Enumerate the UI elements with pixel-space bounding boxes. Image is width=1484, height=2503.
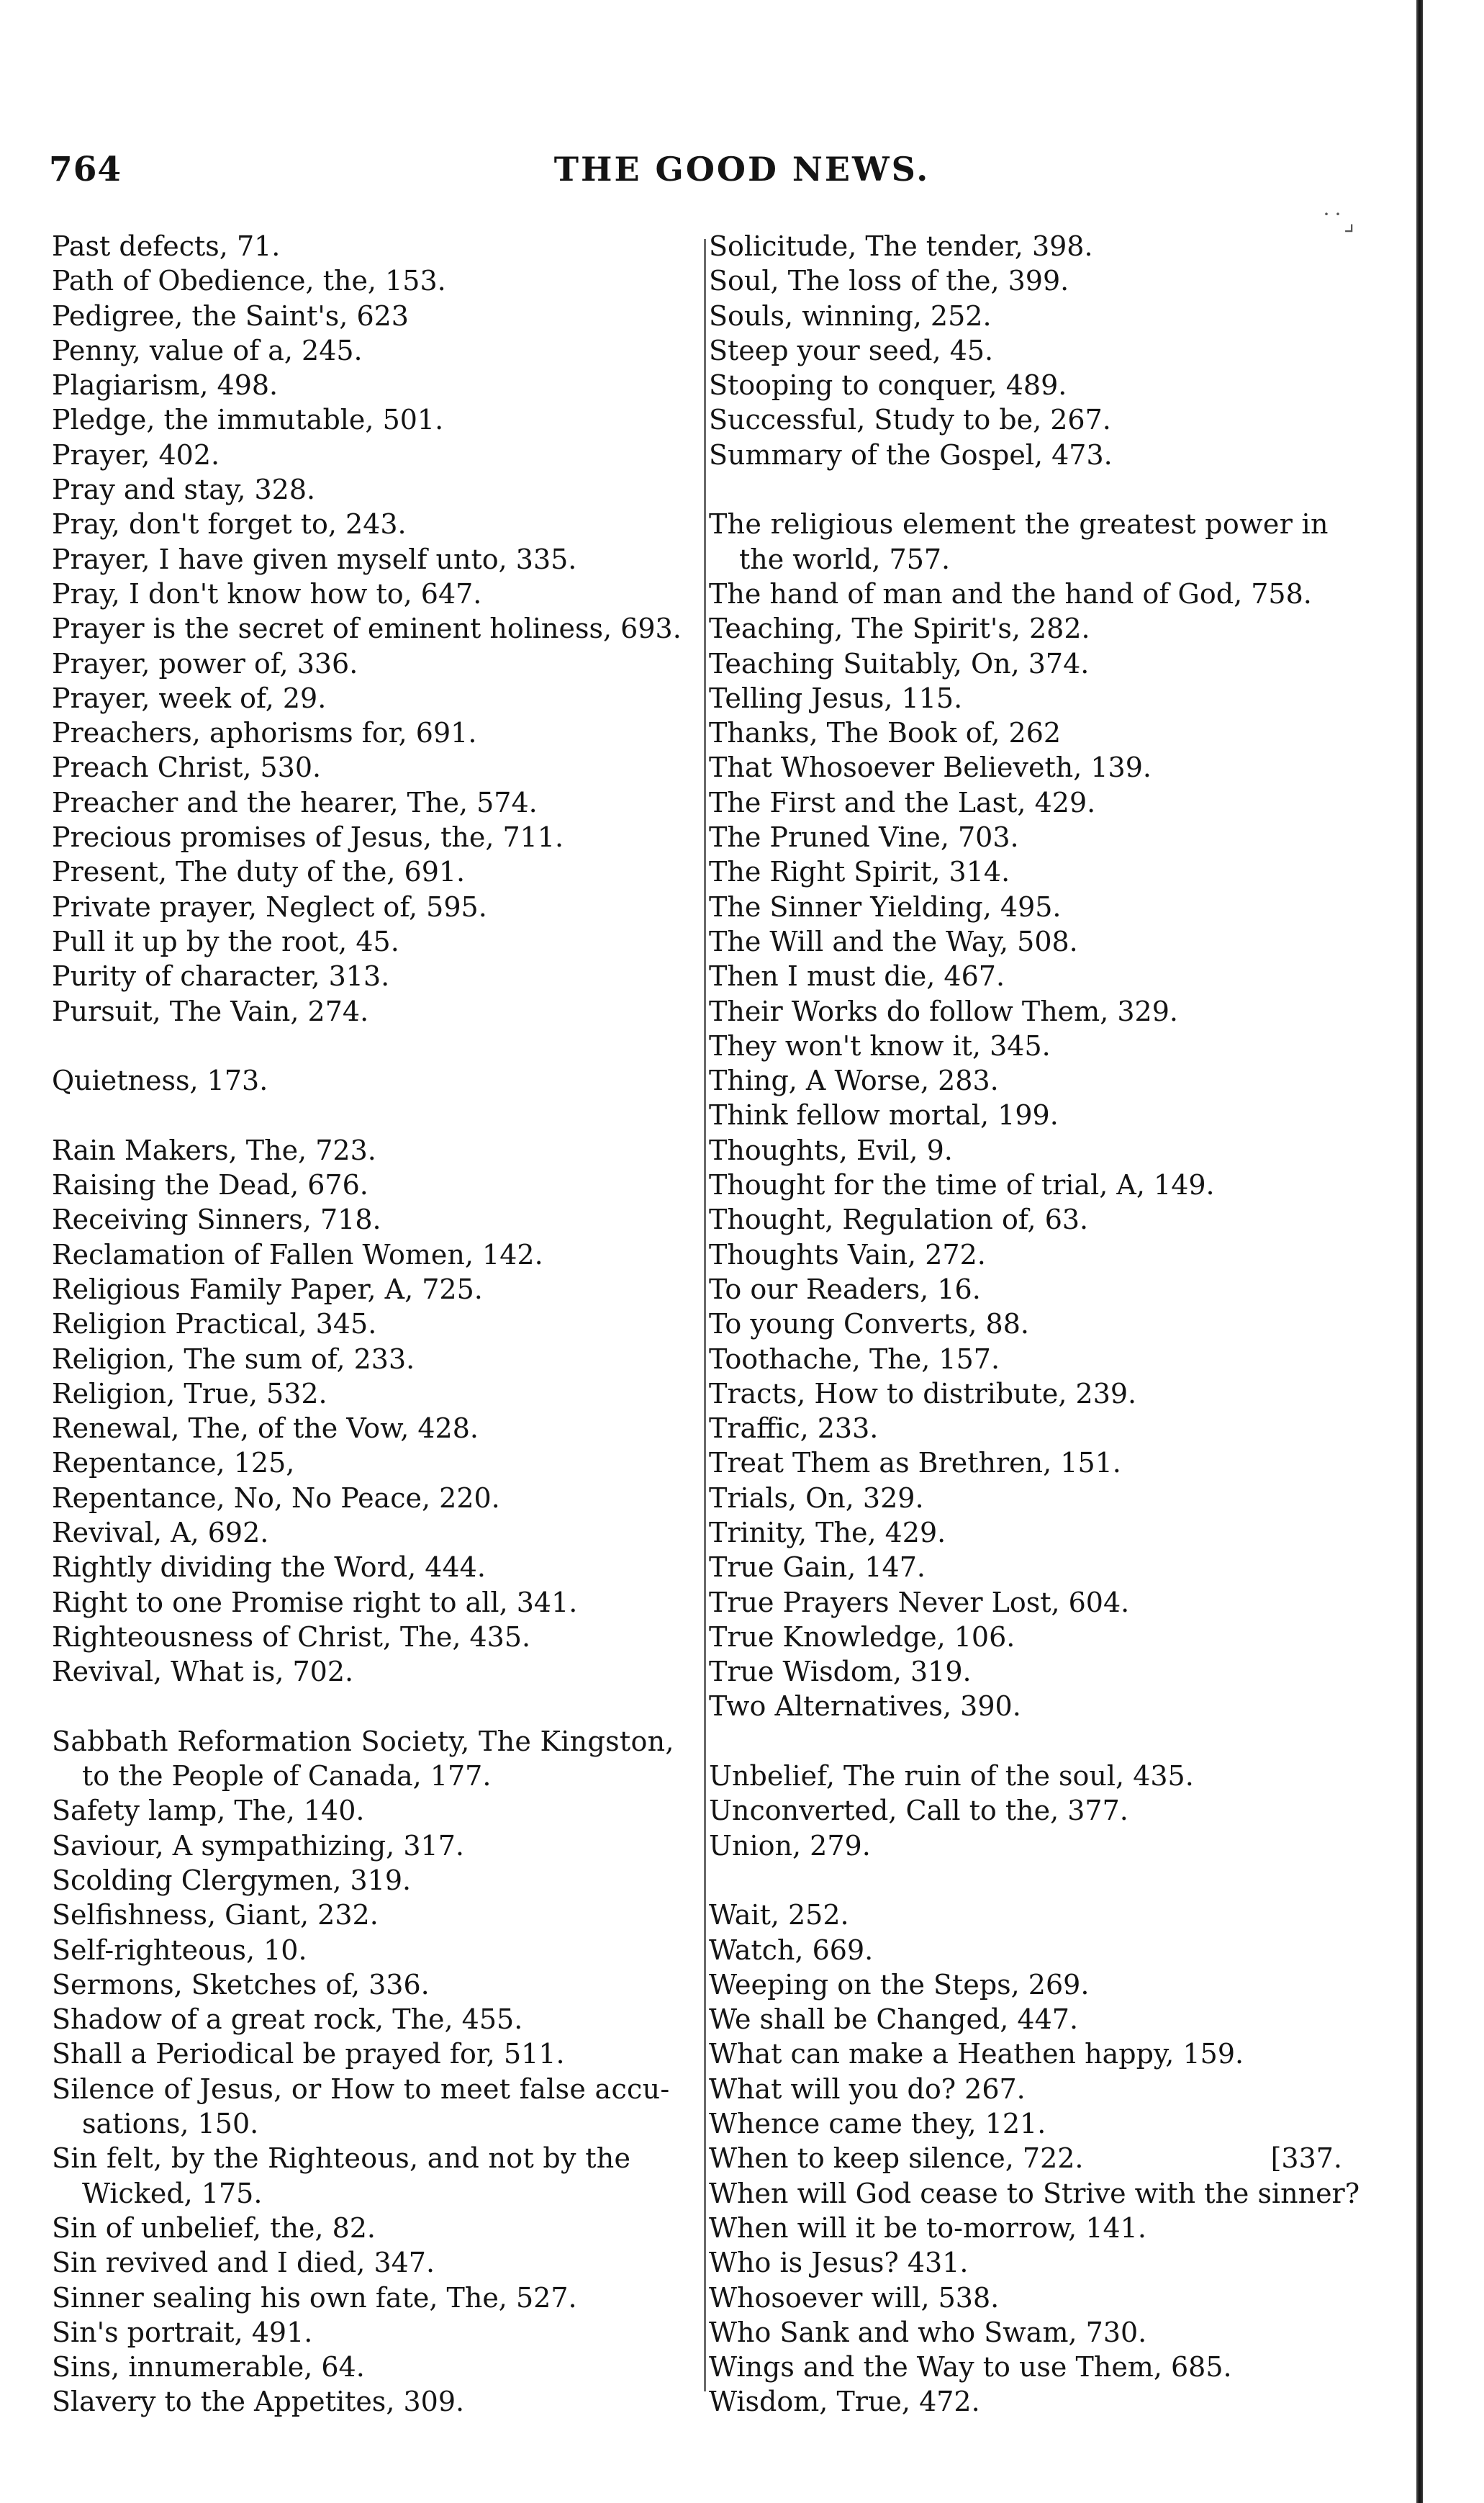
index-entry: Rain Makers, The, 723. bbox=[52, 1134, 376, 1166]
index-entry: Treat Them as Brethren, 151. bbox=[709, 1447, 1121, 1479]
index-entry: Prayer, power of, 336. bbox=[52, 647, 358, 680]
index-entry: Sabbath Reformation Society, The Kingston, bbox=[52, 1725, 674, 1757]
index-entry: Trials, On, 329. bbox=[709, 1481, 924, 1514]
index-entry: Slavery to the Appetites, 309. bbox=[52, 2386, 465, 2418]
section-gap bbox=[52, 1689, 700, 1723]
index-entry: Thought for the time of trial, A, 149. bbox=[709, 1169, 1215, 1201]
index-entry: Religion, True, 532. bbox=[52, 1377, 327, 1410]
index-entry: Preachers, aphorisms for, 691. bbox=[52, 717, 477, 749]
index-entry: Union, 279. bbox=[709, 1829, 871, 1862]
index-entry: The religious element the greatest power in bbox=[709, 508, 1329, 541]
section-gap bbox=[709, 1724, 1385, 1759]
index-entry: Wisdom, True, 472. bbox=[709, 2386, 980, 2418]
index-entry-continuation: the world, 757. bbox=[739, 543, 951, 575]
index-entry bbox=[709, 2141, 1385, 2175]
index-entry: Rightly dividing the Word, 444. bbox=[52, 1551, 486, 1584]
index-entry: Pursuit, The Vain, 274. bbox=[52, 995, 369, 1027]
index-entry: Who is Jesus? 431. bbox=[709, 2247, 969, 2279]
index-entry: Prayer, 402. bbox=[52, 438, 220, 471]
index-entry: The Will and the Way, 508. bbox=[709, 925, 1078, 957]
index-entry: Plagiarism, 498. bbox=[52, 369, 279, 402]
index-entry: Sin felt, by the Righteous, and not by the bbox=[52, 2142, 631, 2175]
index-entry: Unconverted, Call to the, 377. bbox=[709, 1795, 1128, 1827]
index-entry: The First and the Last, 429. bbox=[709, 786, 1096, 818]
index-entry: Traffic, 233. bbox=[709, 1412, 879, 1445]
index-entry: Prayer, week of, 29. bbox=[52, 682, 327, 714]
index-entry: Repentance, No, No Peace, 220. bbox=[52, 1481, 500, 1514]
index-entry: The Right Spirit, 314. bbox=[709, 856, 1010, 888]
index-entry: Shall a Periodical be prayed for, 511. bbox=[52, 2038, 565, 2070]
index-entry: Preacher and the hearer, The, 574. bbox=[52, 786, 538, 818]
index-entry: Sin revived and I died, 347. bbox=[52, 2247, 435, 2279]
index-entry: Trinity, The, 429. bbox=[709, 1516, 946, 1548]
index-entry: Telling Jesus, 115. bbox=[709, 682, 963, 714]
index-entry: The Sinner Yielding, 495. bbox=[709, 890, 1062, 923]
index-entry: Whosoever will, 538. bbox=[709, 2281, 1000, 2314]
index-entry: Unbelief, The ruin of the soul, 435. bbox=[709, 1760, 1194, 1792]
index-entry: Revival, What is, 702. bbox=[52, 1656, 354, 1688]
index-entry: Pray and stay, 328. bbox=[52, 474, 316, 506]
page-number: 764 bbox=[49, 150, 122, 189]
index-entry: Prayer, I have given myself unto, 335. bbox=[52, 543, 577, 575]
index-entry: Reclamation of Fallen Women, 142. bbox=[52, 1238, 543, 1271]
index-entry: Penny, value of a, 245. bbox=[52, 334, 363, 366]
index-entry: Self-righteous, 10. bbox=[52, 1934, 307, 1966]
index-entry: Teaching, The Spirit's, 282. bbox=[709, 613, 1090, 645]
index-entry: Sin of unbelief, the, 82. bbox=[52, 2211, 376, 2244]
index-entry: Purity of character, 313. bbox=[52, 960, 390, 993]
index-entry: Righteousness of Christ, The, 435. bbox=[52, 1620, 531, 1653]
index-entry: Thoughts Vain, 272. bbox=[709, 1238, 986, 1271]
index-entry-continuation: to the People of Canada, 177. bbox=[82, 1760, 492, 1792]
index-entry: Sin's portrait, 491. bbox=[52, 2316, 313, 2348]
index-entry: That Whosoever Believeth, 139. bbox=[709, 752, 1152, 784]
index-entry: Who Sank and who Swam, 730. bbox=[709, 2316, 1147, 2348]
index-entry: The hand of man and the hand of God, 758. bbox=[709, 577, 1312, 610]
index-entry: Toothache, The, 157. bbox=[709, 1343, 1000, 1375]
index-entry: Quietness, 173. bbox=[52, 1065, 268, 1097]
index-entry: True Prayers Never Lost, 604. bbox=[709, 1586, 1130, 1618]
index-entry: Safety lamp, The, 140. bbox=[52, 1795, 365, 1827]
index-entry: Sins, innumerable, 64. bbox=[52, 2351, 365, 2384]
index-entry: Present, The duty of the, 691. bbox=[52, 856, 466, 888]
index-entry: When will it be to-morrow, 141. bbox=[709, 2211, 1146, 2244]
index-entry: Sermons, Sketches of, 336. bbox=[52, 1968, 430, 2001]
index-entry: Pray, don't forget to, 243. bbox=[52, 508, 407, 541]
index-entry: Selfishness, Giant, 232. bbox=[52, 1899, 379, 1931]
index-entry: Pedigree, the Saint's, 623 bbox=[52, 299, 409, 332]
index-entry-text: When to keep silence, 722. bbox=[709, 2142, 1084, 2175]
index-entry: Weeping on the Steps, 269. bbox=[709, 1968, 1090, 2001]
index-entry: True Knowledge, 106. bbox=[709, 1620, 1015, 1653]
index-entry: Think fellow mortal, 199. bbox=[709, 1099, 1059, 1132]
index-entry: Sinner sealing his own fate, The, 527. bbox=[52, 2281, 577, 2314]
index-entry: They won't know it, 345. bbox=[709, 1029, 1051, 1062]
index-entry: Religious Family Paper, A, 725. bbox=[52, 1273, 483, 1305]
index-entry: When will God cease to Strive with the sinner? bbox=[709, 2177, 1360, 2209]
index-entry: What can make a Heathen happy, 159. bbox=[709, 2038, 1244, 2070]
index-entry: Right to one Promise right to all, 341. bbox=[52, 1586, 578, 1618]
index-entry: Pray, I don't know how to, 647. bbox=[52, 577, 482, 610]
index-entry: Successful, Study to be, 267. bbox=[709, 404, 1111, 436]
index-entry: The Pruned Vine, 703. bbox=[709, 821, 1019, 854]
index-entry: Raising the Dead, 676. bbox=[52, 1169, 368, 1201]
index-entry: To our Readers, 16. bbox=[709, 1273, 981, 1305]
index-entry: True Gain, 147. bbox=[709, 1551, 926, 1584]
index-entry: Soul, The loss of the, 399. bbox=[709, 265, 1069, 297]
index-entry: Thought, Regulation of, 63. bbox=[709, 1204, 1089, 1236]
section-gap bbox=[709, 1863, 1385, 1898]
index-entry: Precious promises of Jesus, the, 711. bbox=[52, 821, 564, 854]
index-entry: Shadow of a great rock, The, 455. bbox=[52, 2003, 523, 2036]
index-entry: Thanks, The Book of, 262 bbox=[709, 717, 1062, 749]
index-entry: What will you do? 267. bbox=[709, 2073, 1026, 2105]
running-head: THE GOOD NEWS. bbox=[553, 150, 931, 189]
index-entry: Wings and the Way to use Them, 685. bbox=[709, 2351, 1232, 2384]
section-gap bbox=[52, 1098, 700, 1132]
index-entry: Receiving Sinners, 718. bbox=[52, 1204, 381, 1236]
index-entry: We shall be Changed, 447. bbox=[709, 2003, 1079, 2036]
index-entry: Scolding Clergymen, 319. bbox=[52, 1864, 412, 1896]
section-gap bbox=[52, 1029, 700, 1063]
index-entry: Steep your seed, 45. bbox=[709, 334, 994, 366]
index-entry: Thing, A Worse, 283. bbox=[709, 1065, 999, 1097]
index-entry: Pull it up by the root, 45. bbox=[52, 925, 399, 957]
index-entry: Prayer is the secret of eminent holiness, 693. bbox=[52, 613, 682, 645]
index-entry: Summary of the Gospel, 473. bbox=[709, 438, 1113, 471]
index-entry: Tracts, How to distribute, 239. bbox=[709, 1377, 1137, 1410]
index-entry: Path of Obedience, the, 153. bbox=[52, 265, 446, 297]
index-entry: To young Converts, 88. bbox=[709, 1308, 1029, 1340]
index-entry: Past defects, 71. bbox=[52, 230, 281, 262]
index-entry: Teaching Suitably, On, 374. bbox=[709, 647, 1090, 680]
index-column-left bbox=[52, 229, 700, 2419]
index-entry: Then I must die, 467. bbox=[709, 960, 1005, 993]
index-column-right bbox=[709, 229, 1385, 2419]
index-entry: Religion Practical, 345. bbox=[52, 1308, 377, 1340]
index-entry: Private prayer, Neglect of, 595. bbox=[52, 890, 487, 923]
page-edge-rule bbox=[1416, 0, 1423, 2503]
column-divider bbox=[704, 239, 706, 2391]
index-entry: Souls, winning, 252. bbox=[709, 299, 992, 332]
index-entry: True Wisdom, 319. bbox=[709, 1656, 972, 1688]
index-entry: Watch, 669. bbox=[709, 1934, 874, 1966]
index-entry: Revival, A, 692. bbox=[52, 1516, 269, 1548]
bracket-page-note: [337. bbox=[1270, 2142, 1342, 2175]
index-entry: Repentance, 125, bbox=[52, 1447, 295, 1479]
corner-mark: ˙˙⌟ bbox=[1321, 209, 1354, 236]
index-entry: Thoughts, Evil, 9. bbox=[709, 1134, 953, 1166]
index-entry: Pledge, the immutable, 501. bbox=[52, 404, 444, 436]
index-entry: Stooping to conquer, 489. bbox=[709, 369, 1067, 402]
index-entry: Silence of Jesus, or How to meet false accu- bbox=[52, 2073, 670, 2105]
index-entry: Whence came they, 121. bbox=[709, 2108, 1046, 2140]
index-entry: Religion, The sum of, 233. bbox=[52, 1343, 415, 1375]
index-entry: Wait, 252. bbox=[709, 1899, 849, 1931]
index-entry-continuation: Wicked, 175. bbox=[82, 2177, 263, 2209]
index-entry-continuation: sations, 150. bbox=[82, 2108, 259, 2140]
index-entry: Their Works do follow Them, 329. bbox=[709, 995, 1178, 1027]
index-entry: Renewal, The, of the Vow, 428. bbox=[52, 1412, 479, 1445]
index-entry: Two Alternatives, 390. bbox=[709, 1690, 1021, 1723]
index-entry: Saviour, A sympathizing, 317. bbox=[52, 1829, 464, 1862]
index-entry: Preach Christ, 530. bbox=[52, 752, 322, 784]
section-gap bbox=[709, 472, 1385, 507]
index-entry: Solicitude, The tender, 398. bbox=[709, 230, 1093, 262]
